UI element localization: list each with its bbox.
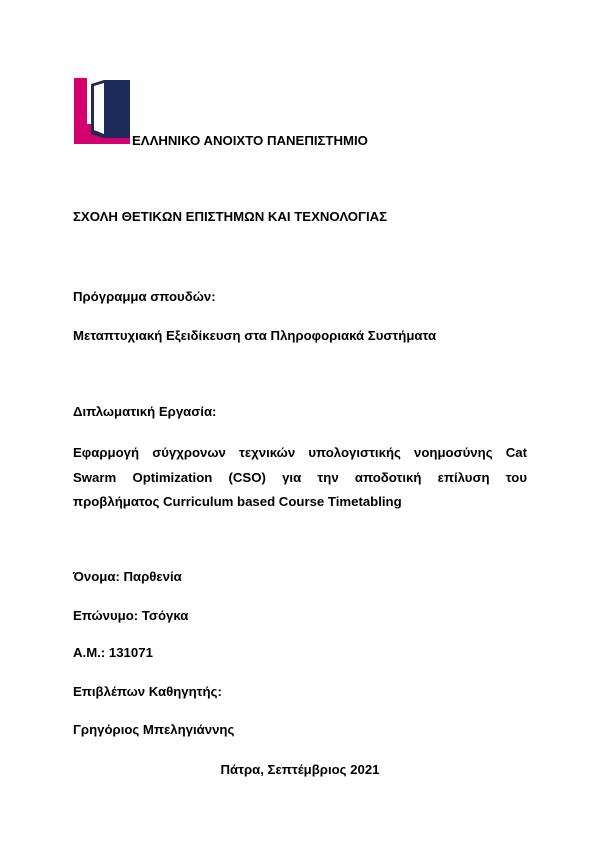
program-label: Πρόγραμμα σπουδών: [73,289,216,304]
university-name: ΕΛΛΗΝΙΚΟ ΑΝΟΙΧΤΟ ΠΑΝΕΠΙΣΤΗΜΙΟ [132,133,368,148]
thesis-title [73,441,527,515]
place-date: Πάτρα, Σεπτέμβριος 2021 [220,762,380,777]
supervisor-label: Επιβλέπων Καθηγητής: [73,684,222,699]
thesis-title-line: προβλήματος Curriculum based Course Timetabling [73,494,402,509]
program-value: Μεταπτυχιακή Εξειδίκευση στα Πληροφοριακά Συστήματα [73,328,437,343]
student-id: Α.Μ.: 131071 [73,645,153,660]
thesis-label: Διπλωματική Εργασία: [73,404,217,419]
thesis-title-line: Εφαρμογή σύγχρονων τεχνικών υπολογιστικής νοημοσύνης Cat [73,445,527,460]
university-logo [74,78,130,144]
student-name: Όνομα: Παρθενία [73,569,182,584]
school-name: ΣΧΟΛΗ ΘΕΤΙΚΩΝ ΕΠΙΣΤΗΜΩΝ ΚΑΙ ΤΕΧΝΟΛΟΓΙΑΣ [73,209,388,224]
supervisor-name: Γρηγόριος Μπεληγιάννης [73,722,235,737]
student-surname: Επώνυμο: Τσόγκα [73,608,189,623]
thesis-title-line: Swarm Optimization (CSO) για την αποδοτική επίλυση του [73,469,527,485]
